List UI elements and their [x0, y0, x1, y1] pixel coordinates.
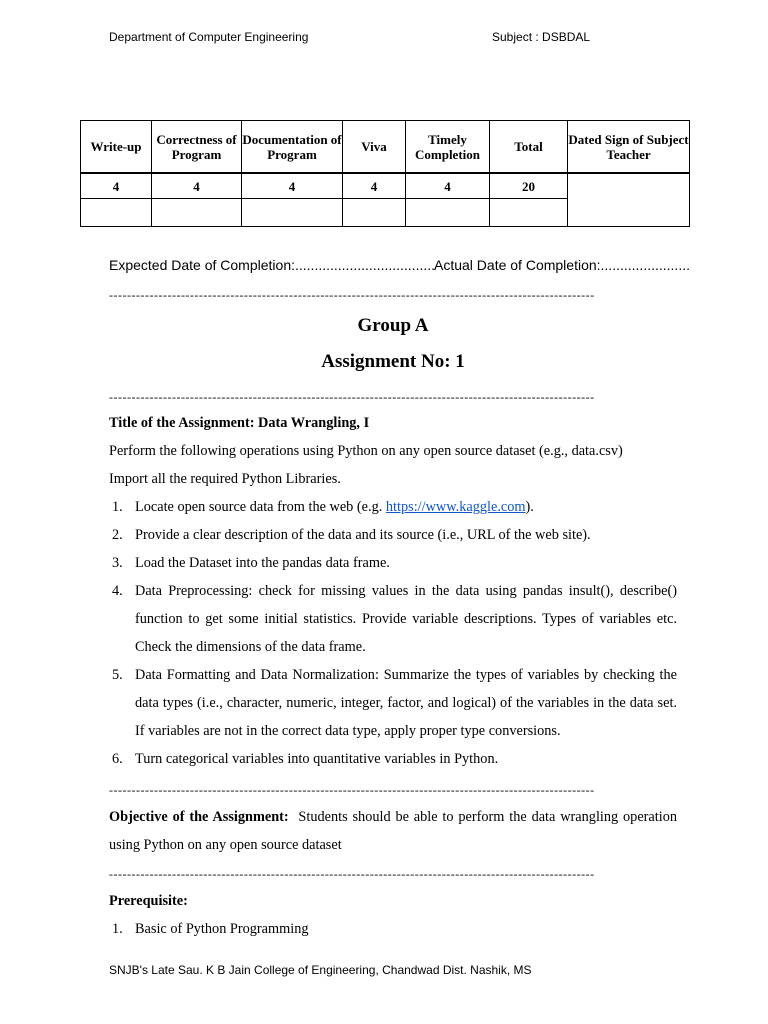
- assignment-title: Title of the Assignment: Data Wrangling, I: [109, 415, 370, 431]
- separator-line: ------------------------------------------------------------------------------------------------------------: [109, 391, 595, 403]
- list-number: 6.: [112, 751, 123, 767]
- step-text: Locate open source data from the web (e.g.: [135, 499, 386, 515]
- list-number: 3.: [112, 555, 123, 571]
- step-text: Data Preprocessing: check for missing values in the data using pandas insult(), describe() function to get some initial statistics. Provide variable descriptions. Types of variables etc. Check the dimensions of the data frame.: [135, 583, 677, 655]
- list-item: [109, 493, 677, 521]
- step-text: Provide a clear description of the data and its source (i.e., URL of the web site).: [135, 527, 591, 543]
- assignment-number: Assignment No: 1: [321, 351, 465, 372]
- step-text: ).: [525, 499, 534, 515]
- list-item: [109, 745, 677, 773]
- marks-value-viva: 4: [343, 173, 406, 199]
- list-item: [109, 521, 677, 549]
- marks-table: [80, 120, 690, 227]
- actual-date: Actual Date of Completion:.......................: [434, 257, 690, 273]
- marks-header-correctness: Correctness of Program: [152, 121, 242, 174]
- marks-value-total: 20: [490, 173, 568, 199]
- list-item: [109, 915, 677, 943]
- marks-table-header-row: [81, 121, 690, 174]
- list-number: 4.: [112, 583, 123, 599]
- prerequisite-label: Prerequisite:: [109, 893, 188, 909]
- list-item: [109, 577, 677, 661]
- list-number: 2.: [112, 527, 123, 543]
- steps-list: [109, 493, 677, 773]
- marks-blank-cell: [81, 199, 152, 227]
- marks-value-timely: 4: [406, 173, 490, 199]
- list-item: [109, 549, 677, 577]
- prerequisite-text: Basic of Python Programming: [135, 921, 309, 937]
- marks-value-correctness: 4: [152, 173, 242, 199]
- marks-value-writeup: 4: [81, 173, 152, 199]
- step-text: Turn categorical variables into quantitative variables in Python.: [135, 751, 499, 767]
- list-number: 1.: [112, 921, 123, 937]
- step-text: Load the Dataset into the pandas data frame.: [135, 555, 390, 571]
- list-item: [109, 661, 677, 745]
- header-subject: Subject : DSBDAL: [492, 30, 591, 44]
- kaggle-link[interactable]: https://www.kaggle.com: [385, 499, 526, 515]
- step-text: Data Formatting and Data Normalization: Summarize the types of variables by checking the data types (i.e., character, numeric, integer, factor, and logical) of the variables in the data set. If variables are not in the correct data type, apply proper type conversions.: [135, 667, 677, 739]
- intro-line: Import all the required Python Libraries.: [109, 471, 341, 487]
- objective-label: Objective of the Assignment:: [109, 809, 289, 825]
- marks-blank-cell: [343, 199, 406, 227]
- separator-line: ------------------------------------------------------------------------------------------------------------: [109, 289, 595, 301]
- marks-header-sign: Dated Sign of Subject Teacher: [568, 121, 690, 174]
- marks-header-writeup: Write-up: [81, 121, 152, 174]
- intro-line: Perform the following operations using Python on any open source dataset (e.g., data.csv): [109, 443, 623, 459]
- marks-blank-cell: [242, 199, 343, 227]
- marks-blank-cell: [406, 199, 490, 227]
- header-department: Department of Computer Engineering: [109, 30, 309, 44]
- list-number: 1.: [112, 499, 123, 515]
- marks-blank-cell: [490, 199, 568, 227]
- marks-value-documentation: 4: [242, 173, 343, 199]
- assignment-body: [109, 409, 677, 773]
- marks-blank-cell: [152, 199, 242, 227]
- marks-header-documentation: Documentation of Program: [242, 121, 343, 174]
- objective-paragraph: [109, 803, 677, 859]
- prerequisite-section: [109, 887, 677, 943]
- list-number: 5.: [112, 667, 123, 683]
- footer-college: SNJB's Late Sau. K B Jain College of Engineering, Chandwad Dist. Nashik, MS: [109, 963, 532, 977]
- expected-date: Expected Date of Completion:....................................: [109, 257, 436, 273]
- objective-text: Students should be able to perform the data wrangling operation using Python on any open source dataset: [109, 809, 678, 853]
- marks-sign-cell: [568, 173, 690, 227]
- marks-header-timely: Timely Completion: [406, 121, 490, 174]
- prerequisite-list: [109, 915, 677, 943]
- separator-line: ------------------------------------------------------------------------------------------------------------: [109, 784, 595, 796]
- marks-header-viva: Viva: [343, 121, 406, 174]
- group-heading: Group A: [357, 315, 429, 336]
- separator-line: ------------------------------------------------------------------------------------------------------------: [109, 868, 595, 880]
- marks-table-values-row: [81, 173, 690, 199]
- marks-header-total: Total: [490, 121, 568, 174]
